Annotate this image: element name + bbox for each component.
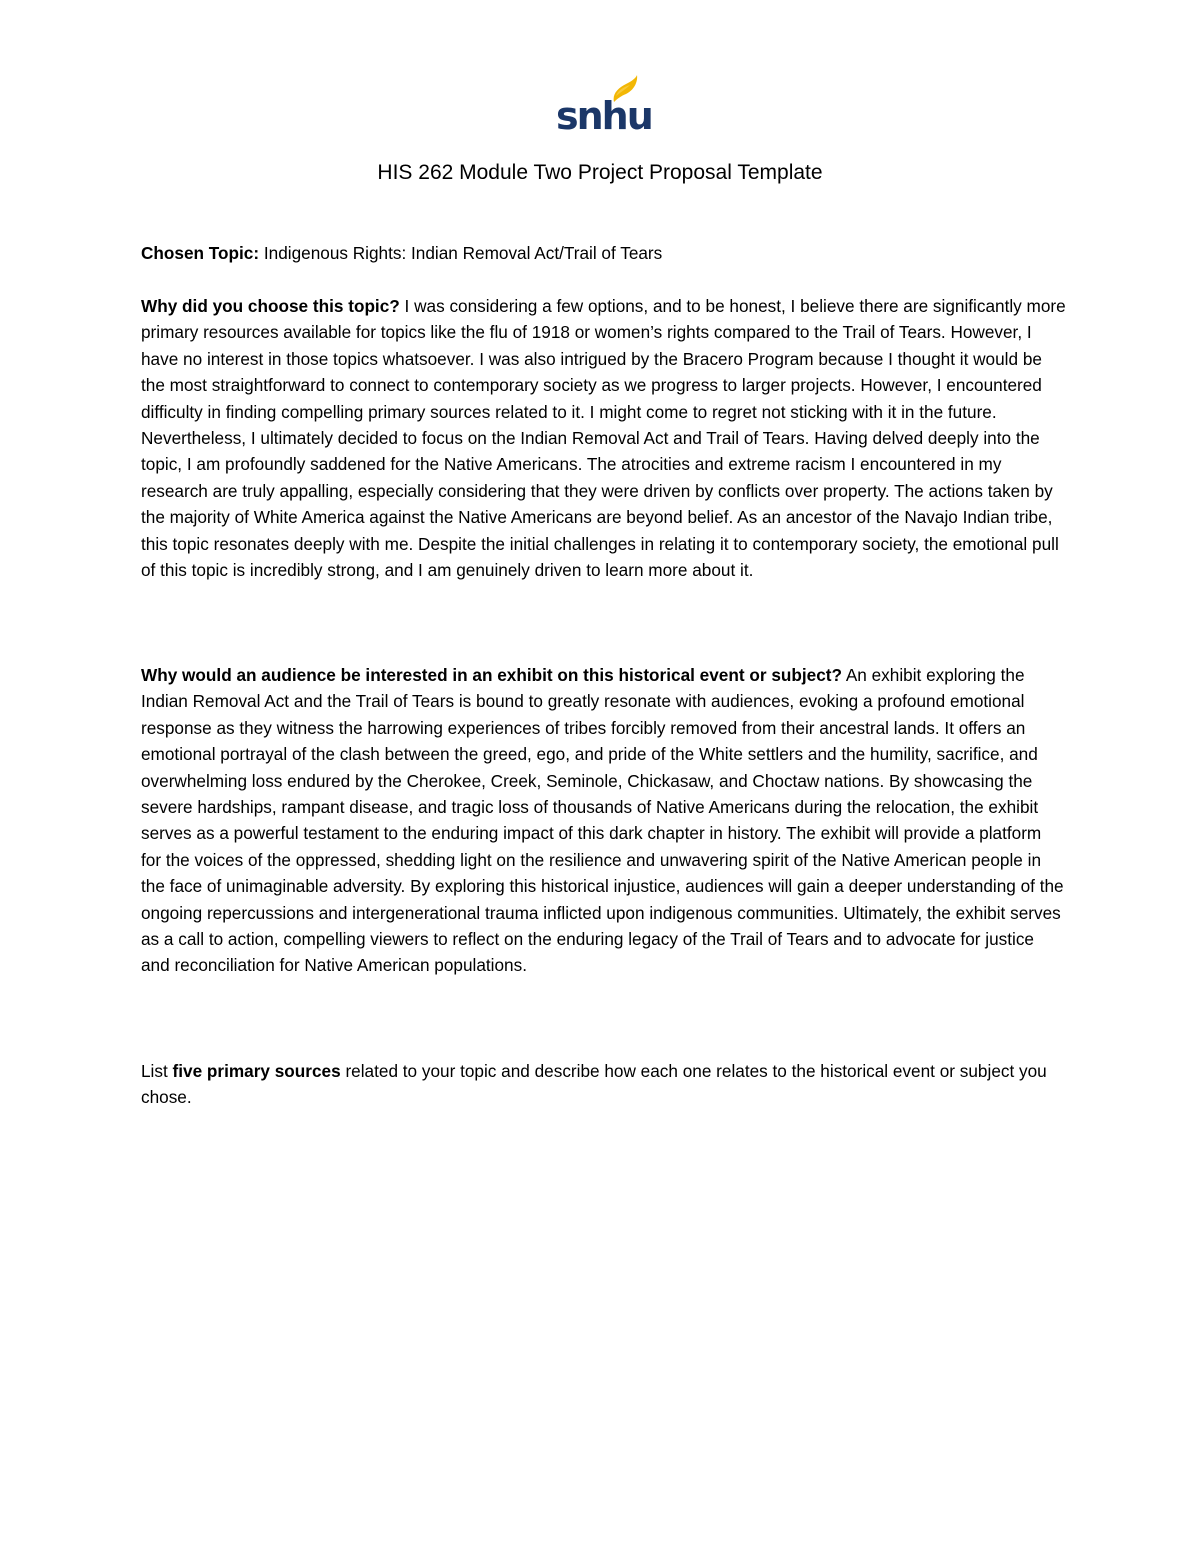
snhu-logo-graphic <box>554 72 652 138</box>
sources-suffix: related to your topic and describe how each one relates to the historical event or subject you chose. <box>141 1061 1047 1108</box>
svg-text:snhu: snhu <box>556 94 652 138</box>
why-topic-answer: I was considering a few options, and to be honest, I believe there are significantly more primary resources available for topics like the flu of 1918 or women’s rights compared to the Trail of Tears. However, I have no interest in those topics whatsoever. I was also intrigued by the Bracero Program because I thought it would be the most straightforward to connect to contemporary society as we progress to larger projects. However, I encountered difficulty in finding compelling primary sources related to it. I might come to regret not sticking with it in the future. Nevertheless, I ultimately decided to focus on the Indian Removal Act and Trail of Tears. Having delved deeply into the topic, I am profoundly saddened for the Native Americans. The atrocities and extreme racism I encountered in my research are truly appalling, especially considering that they were driven by conflicts over property. The actions taken by the majority of White America against the Native Americans are beyond belief. As an ancestor of the Navajo Indian tribe, this topic resonates deeply with me. Despite the initial challenges in relating it to contemporary society, the emotional pull of this topic is incredibly strong, and I am genuinely driven to learn more about it. <box>141 296 1066 581</box>
chosen-topic-label: Chosen Topic: <box>141 243 260 263</box>
sources-prefix: List <box>141 1061 173 1081</box>
document-title: HIS 262 Module Two Project Proposal Template <box>377 161 823 184</box>
chosen-topic-value: Indigenous Rights: Indian Removal Act/Trail of Tears <box>259 243 663 263</box>
audience-question: Why would an audience be interested in an exhibit on this historical event or subject? <box>141 665 842 685</box>
audience-paragraph <box>141 662 1066 979</box>
why-topic-paragraph <box>141 293 1066 583</box>
primary-sources-paragraph <box>141 1058 1066 1111</box>
chosen-topic-paragraph <box>141 240 1066 266</box>
why-topic-question: Why did you choose this topic? <box>141 296 400 316</box>
audience-answer: An exhibit exploring the Indian Removal Act and the Trail of Tears is bound to greatly resonate with audiences, evoking a profound emotional response as they witness the harrowing experiences of tribes forcibly removed from their ancestral lands. It offers an emotional portrayal of the clash between the greed, ego, and pride of the White settlers and the humility, sacrifice, and overwhelming loss endured by the Cherokee, Creek, Seminole, Chickasaw, and Choctaw nations. By showcasing the severe hardships, rampant disease, and tragic loss of thousands of Native Americans during the relocation, the exhibit serves as a powerful testament to the enduring impact of this dark chapter in history. The exhibit will provide a platform for the voices of the oppressed, shedding light on the resilience and unwavering spirit of the Native American people in the face of unimaginable adversity. By exploring this historical injustice, audiences will gain a deeper understanding of the ongoing repercussions and intergenerational trauma inflicted upon indigenous communities. Ultimately, the exhibit serves as a call to action, compelling viewers to reflect on the enduring legacy of the Trail of Tears and to advocate for justice and reconciliation for Native American populations. <box>141 665 1064 976</box>
sources-bold: five primary sources <box>172 1061 341 1081</box>
snhu-logo <box>554 72 652 138</box>
